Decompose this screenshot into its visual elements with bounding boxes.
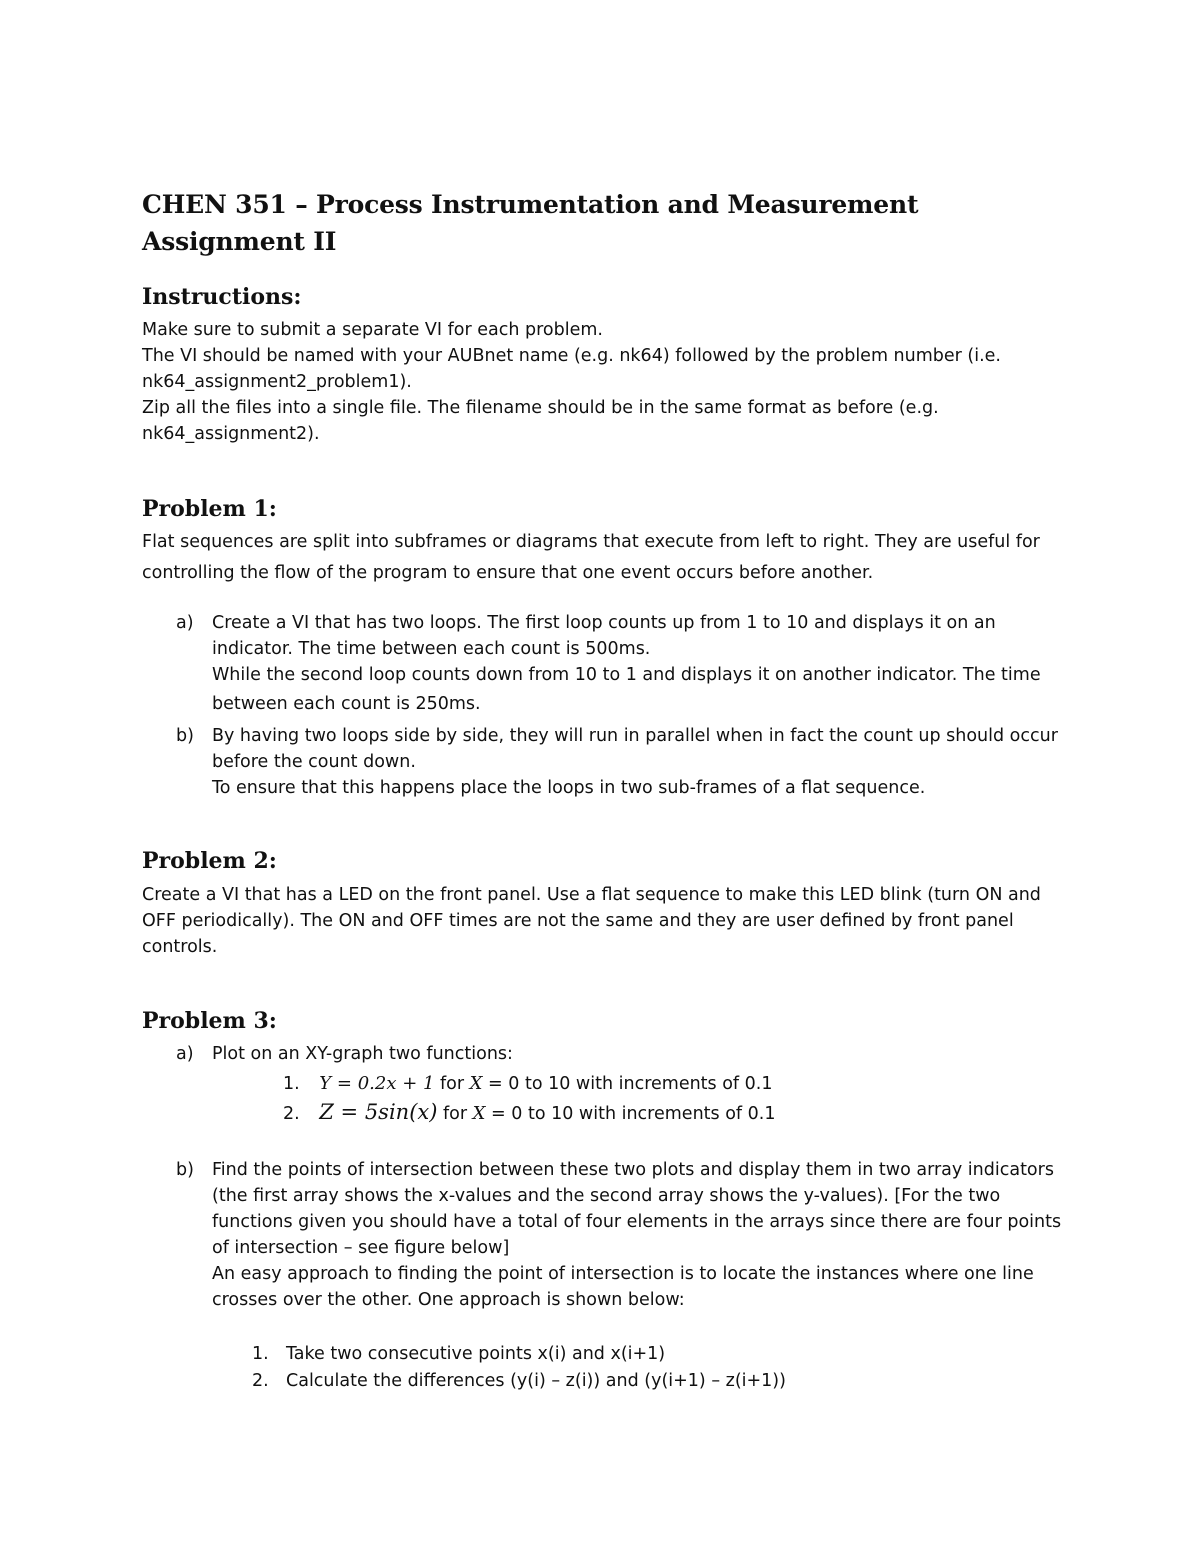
function-number: 2. (283, 1104, 300, 1124)
problem1-b-line: By having two loops side by side, they will run in parallel when in fact the count up should occur (212, 726, 1058, 746)
problem3-b-line: An easy approach to finding the point of intersection is to locate the instances where one line (212, 1264, 1034, 1284)
function-for: for (437, 1104, 473, 1124)
problem1-a-line: indicator. The time between each count is 500ms. (212, 639, 651, 659)
problem1-b-line: before the count down. (212, 752, 416, 772)
step-text: Calculate the differences (y(i) – z(i)) and (y(i+1) – z(i+1)) (286, 1371, 786, 1391)
problem1-intro-line: controlling the flow of the program to ensure that one event occurs before another. (142, 563, 874, 583)
instructions-line: The VI should be named with your AUBnet name (e.g. nk64) followed by the problem number (i.e. (142, 346, 1001, 366)
function-range: = 0 to 10 with increments of 0.1 (482, 1074, 773, 1094)
function-range: = 0 to 10 with increments of 0.1 (485, 1104, 776, 1124)
step-number: 1. (252, 1344, 269, 1364)
function-for: for (434, 1074, 470, 1094)
problem3-a-line: Plot on an XY-graph two functions: (212, 1044, 513, 1064)
problem1-a-marker: a) (176, 613, 194, 633)
problem2-heading: Problem 2: (142, 848, 277, 874)
function-equation: Z = 5sin(x) (319, 1100, 438, 1124)
problem3-a-marker: a) (176, 1044, 194, 1064)
problem3-b-line: crosses over the other. One approach is shown below: (212, 1290, 685, 1310)
instructions-heading: Instructions: (142, 284, 302, 310)
instructions-line: Zip all the files into a single file. The filename should be in the same format as before (e.g. (142, 398, 939, 418)
function-equation: Y = 0.2x + 1 (319, 1073, 435, 1094)
problem3-b-line: of intersection – see figure below] (212, 1238, 510, 1258)
function-item (283, 1071, 772, 1097)
step-text: Take two consecutive points x(i) and x(i+1) (286, 1344, 666, 1364)
instructions-line: nk64_assignment2). (142, 424, 320, 444)
problem1-b-line: To ensure that this happens place the loops in two sub-frames of a flat sequence. (212, 778, 926, 798)
instructions-line: Make sure to submit a separate VI for each problem. (142, 320, 603, 340)
problem3-heading: Problem 3: (142, 1008, 277, 1034)
problem1-heading: Problem 1: (142, 496, 277, 522)
problem1-a-line: between each count is 250ms. (212, 694, 481, 714)
function-variable: X (472, 1103, 486, 1124)
problem1-b-marker: b) (176, 726, 194, 746)
instructions-line: nk64_assignment2_problem1). (142, 372, 412, 392)
document-subtitle: Assignment II (142, 227, 337, 256)
problem2-line: OFF periodically). The ON and OFF times are not the same and they are user defined by front panel (142, 911, 1014, 931)
problem2-line: controls. (142, 937, 218, 957)
problem1-a-line: While the second loop counts down from 10 to 1 and displays it on another indicator. The time (212, 665, 1041, 685)
problem2-line: Create a VI that has a LED on the front panel. Use a flat sequence to make this LED blink (turn ON and (142, 885, 1041, 905)
problem1-intro-line: Flat sequences are split into subframes or diagrams that execute from left to right. They are useful for (142, 532, 1040, 552)
function-variable: X (469, 1073, 483, 1094)
problem3-b-line: Find the points of intersection between these two plots and display them in two array indicators (212, 1160, 1054, 1180)
problem1-a-line: Create a VI that has two loops. The first loop counts up from 1 to 10 and displays it on an (212, 613, 996, 633)
problem3-b-line: (the first array shows the x-values and the second array shows the y-values). [For the two (212, 1186, 1001, 1206)
function-item (283, 1099, 775, 1127)
problem3-b-marker: b) (176, 1160, 194, 1180)
document-title: CHEN 351 – Process Instrumentation and Measurement (142, 190, 919, 219)
function-number: 1. (283, 1074, 300, 1094)
problem3-b-line: functions given you should have a total of four elements in the arrays since there are four points (212, 1212, 1062, 1232)
step-number: 2. (252, 1371, 269, 1391)
